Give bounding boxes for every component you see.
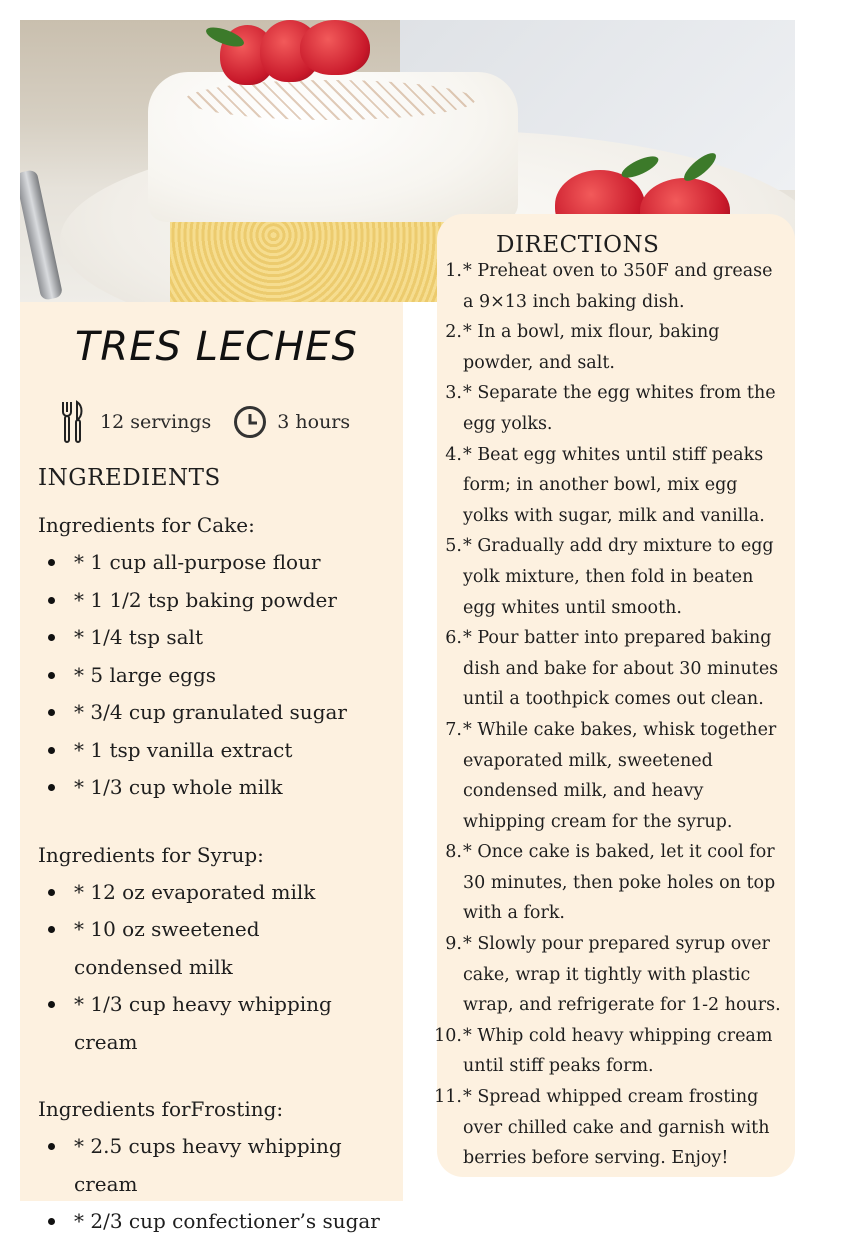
fork-knife-icon — [60, 400, 86, 444]
step-number: 7. — [445, 719, 462, 740]
list-item: * 12 oz evaporated milk — [74, 874, 398, 912]
time-text: 3 hours — [277, 411, 351, 433]
directions-panel — [434, 214, 795, 1177]
clock-icon — [233, 405, 267, 439]
list-item: * 1/4 tsp salt — [74, 619, 398, 657]
list-item: * 1 cup all-purpose flour — [74, 544, 398, 582]
list-item: * 5 large eggs — [74, 657, 398, 695]
step-text: * Pour batter into prepared baking dish and bake for about 30 minutes until a toothpick comes out clean. — [463, 628, 779, 710]
direction-step — [434, 1021, 795, 1082]
step-number: 9. — [445, 934, 462, 955]
step-number: 10. — [434, 1025, 462, 1046]
step-number: 6. — [445, 628, 462, 649]
syrup-section-title: Ingredients for Syrup: — [38, 842, 264, 867]
step-text: * Slowly pour prepared syrup over cake, wrap it tightly with plastic wrap, and refrigerate for 1-2 hours. — [463, 934, 781, 1016]
list-item: * 10 oz sweetened condensed milk — [74, 911, 374, 986]
step-text: * Spread whipped cream frosting over chilled cake and garnish with berries before serving. Enjoy! — [463, 1087, 770, 1169]
recipe-title: TRES LECHES — [75, 324, 358, 370]
list-item: * 1/3 cup heavy whipping cream — [74, 986, 398, 1061]
direction-step — [437, 837, 795, 929]
step-number: 1. — [445, 261, 462, 281]
list-item: * 3/4 cup granulated sugar — [74, 694, 398, 732]
step-text: * Gradually add dry mixture to egg yolk mixture, then fold in beaten egg whites until smooth. — [463, 536, 774, 618]
syrup-ingredients-list — [38, 874, 398, 1062]
step-text: * In a bowl, mix flour, baking powder, and salt. — [463, 322, 720, 373]
step-number: 3. — [445, 383, 462, 404]
list-item: * 1 tsp vanilla extract — [74, 732, 398, 770]
list-item: * 1 1/2 tsp baking powder — [74, 582, 398, 620]
direction-step — [437, 531, 795, 623]
step-text: * Separate the egg whites from the egg yolks. — [463, 383, 776, 434]
ingredients-panel — [20, 302, 403, 1233]
servings-text: 12 servings — [100, 411, 212, 433]
cake-section-title: Ingredients for Cake: — [38, 513, 255, 537]
step-number: 8. — [445, 842, 462, 863]
list-item: * 1/3 cup whole milk — [74, 769, 398, 807]
step-number: 5. — [445, 536, 462, 557]
direction-step — [437, 440, 795, 532]
direction-step — [437, 378, 795, 439]
list-item: * 2/3 cup confectioner’s sugar — [74, 1203, 398, 1241]
step-text: * Beat egg whites until stiff peaks form; in another bowl, mix egg yolks with sugar, milk and vanilla. — [463, 444, 765, 526]
direction-step — [434, 1082, 795, 1174]
step-text: * Preheat oven to 350F and grease a 9×13 inch baking dish. — [463, 261, 773, 312]
direction-step — [437, 929, 795, 1021]
step-number: 2. — [445, 322, 462, 343]
step-number: 4. — [445, 444, 462, 465]
directions-heading: DIRECTIONS — [496, 232, 660, 258]
recipe-meta — [60, 400, 350, 444]
step-text: * Whip cold heavy whipping cream until stiff peaks form. — [463, 1025, 773, 1077]
direction-step — [437, 623, 795, 715]
directions-list — [434, 256, 795, 1174]
direction-step — [437, 317, 795, 378]
cake-ingredients-list — [38, 544, 398, 807]
list-item: * 2.5 cups heavy whipping cream — [74, 1128, 398, 1203]
frosting-ingredients-list — [38, 1128, 398, 1241]
frosting-section-title: Ingredients forFrosting: — [38, 1097, 284, 1121]
step-text: * While cake bakes, whisk together evaporated milk, sweetened condensed milk, and heavy whipping cream for the syrup. — [463, 719, 777, 832]
step-text: * Once cake is baked, let it cool for 30 minutes, then poke holes on top with a fork. — [463, 842, 776, 924]
direction-step — [437, 256, 795, 317]
ingredients-body — [38, 510, 398, 1241]
step-number: 11. — [434, 1087, 462, 1108]
direction-step — [437, 715, 795, 837]
ingredients-heading: INGREDIENTS — [38, 465, 221, 491]
